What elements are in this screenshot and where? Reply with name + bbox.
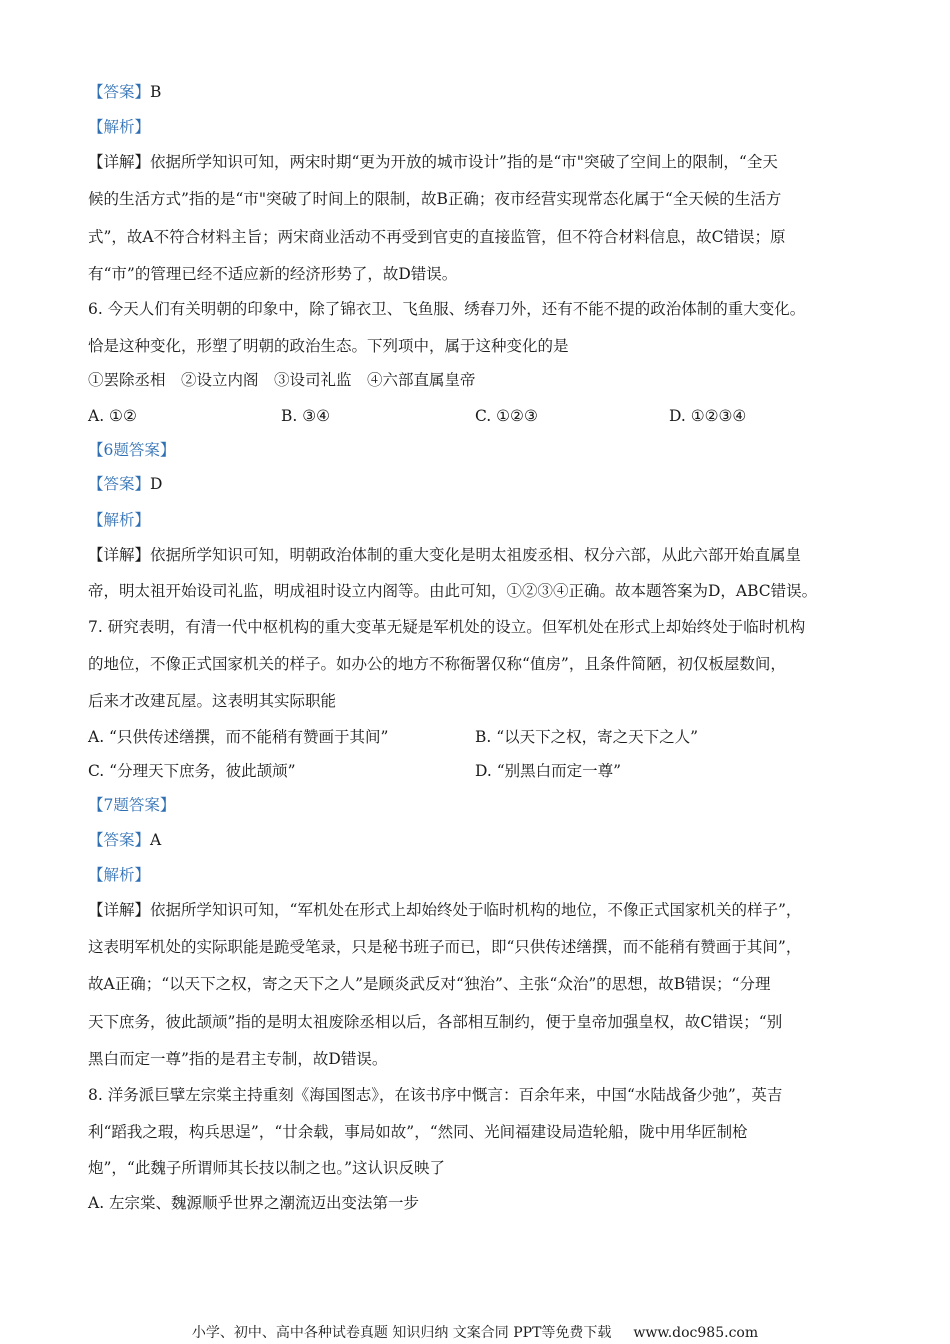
- detail-tag: 【详解】: [88, 546, 151, 564]
- q5-detail-line-2: 候的生活方式”指的是“市"突破了时间上的限制，故B正确；夜市经营实现常态化属于“全天候的生活方: [88, 190, 782, 208]
- q7-stem-line-3: 后来才改建瓦屋。这表明其实际职能: [88, 692, 337, 710]
- page-footer: [0, 1324, 950, 1342]
- q6-answer-line: [88, 474, 870, 494]
- q6-detail-line-2: 帝，明太祖开始设司礼监，明成祖时设立内阁等。由此可知，①②③④正确。故本题答案为D，ABC错误。: [88, 582, 818, 600]
- answer-tag: 【答案】: [88, 831, 151, 849]
- answer-value: D: [150, 475, 163, 493]
- q5-detail-line-3: 式”，故A不符合材料主旨；两宋商业活动不再受到官吏的直接监管，但不符合材料信息，故C错误；原: [88, 228, 786, 246]
- q7-analysis-tag: 【解析】: [88, 866, 151, 884]
- q7-options-row-2: [88, 761, 870, 781]
- q6-option-a: A. ①②: [88, 407, 137, 425]
- detail-text: 依据所学知识可知，明朝政治体制的重大变化是明太祖废丞相、权分六部，从此六部开始直属皇: [150, 546, 802, 564]
- q6-stem-line-1: 6. 今天人们有关明朝的印象中，除了锦衣卫、飞鱼服、绣春刀外，还有不能不提的政治体制的重大变化。: [88, 300, 806, 318]
- q7-options-row-1: [88, 727, 870, 747]
- q6-stem-line-3: ①罢除丞相 ②设立内阁 ③设司礼监 ④六部直属皇帝: [88, 371, 476, 389]
- q7-stem-line-2: 的地位，不像正式国家机关的样子。如办公的地方不称衙署仅称“值房”，且条件简陋，初仅板屋数间，: [88, 655, 786, 673]
- q7-option-c: C. “分理天下庶务，彼此颉颃”: [88, 762, 296, 780]
- q7-detail-line-3: 故A正确；“以天下之权，寄之天下之人”是顾炎武反对“独治”、主张“众治”的思想，故B错误；“分理: [88, 975, 771, 993]
- q7-option-a: A. “只供传述缮撰，而不能稍有赞画于其间”: [88, 728, 389, 746]
- footer-site-link[interactable]: www.doc985.com: [633, 1325, 759, 1341]
- q8-stem-line-3: 炮”，“此魏子所谓师其长技以制之也。”这认识反映了: [88, 1159, 446, 1177]
- q6-stem-line-2: 恰是这种变化，形塑了明朝的政治生态。下列项中，属于这种变化的是: [88, 337, 569, 355]
- detail-tag: 【详解】: [88, 901, 151, 919]
- q7-answer-line: [88, 830, 870, 850]
- answer-value: A: [150, 831, 162, 849]
- q7-detail-line-2: 这表明军机处的实际职能是跪受笔录，只是秘书班子而已，即“只供传述缮撰，而不能稍有赞画于其间”，: [88, 938, 802, 956]
- q7-section-tag: 【7题答案】: [88, 796, 176, 814]
- q7-detail-line-4: 天下庶务，彼此颉颃”指的是明太祖废除丞相以后，各部相互制约，便于皇帝加强皇权，故C错误；“别: [88, 1013, 783, 1031]
- footer-text: 小学、初中、高中各种试卷真题 知识归纳 文案合同 PPT等免费下载: [191, 1325, 612, 1341]
- q7-option-d: D. “别黑白而定一尊”: [475, 762, 622, 780]
- q6-option-c: C. ①②③: [475, 407, 538, 425]
- q8-option-a: A. 左宗棠、魏源顺乎世界之潮流迈出变法第一步: [88, 1194, 420, 1212]
- q6-analysis-tag: 【解析】: [88, 511, 151, 529]
- detail-text: 依据所学知识可知，“军机处在形式上却始终处于临时机构的地位，不像正式国家机关的样子”，: [150, 901, 802, 919]
- q5-analysis-tag: 【解析】: [88, 118, 151, 136]
- answer-tag: 【答案】: [88, 475, 151, 493]
- answer-value: B: [150, 83, 162, 101]
- q7-option-b: B. “以天下之权，寄之天下之人”: [475, 728, 699, 746]
- q5-detail-line-4: 有“市”的管理已经不适应新的经济形势了，故D错误。: [88, 265, 458, 283]
- q6-option-b: B. ③④: [281, 407, 331, 425]
- q8-stem-line-2: 利“蹈我之瑕，构兵思逞”，“廿余载，事局如故”，“然同、光间福建设局造轮船，陇中用华匠制枪: [88, 1123, 748, 1141]
- detail-tag: 【详解】: [88, 153, 151, 171]
- q6-options: [88, 406, 870, 426]
- q6-option-d: D. ①②③④: [669, 407, 747, 425]
- q7-detail-line-1: [88, 900, 870, 920]
- answer-tag: 【答案】: [88, 83, 151, 101]
- q6-detail-line-1: [88, 545, 870, 565]
- q5-answer-line: [88, 82, 870, 102]
- q5-detail-line-1: [88, 152, 870, 172]
- q7-stem-line-1: 7. 研究表明，有清一代中枢机构的重大变革无疑是军机处的设立。但军机处在形式上却始终处于临时机构: [88, 618, 806, 636]
- q7-detail-line-5: 黑白而定一尊”指的是君主专制，故D错误。: [88, 1050, 388, 1068]
- q6-section-tag: 【6题答案】: [88, 441, 176, 459]
- q8-stem-line-1: 8. 洋务派巨擘左宗棠主持重刻《海国图志》，在该书序中慨言：百余年来，中国“水陆战备少弛”，英吉: [88, 1086, 783, 1104]
- detail-text: 依据所学知识可知，两宋时期“更为开放的城市设计”指的是“市"突破了空间上的限制，“全天: [150, 153, 778, 171]
